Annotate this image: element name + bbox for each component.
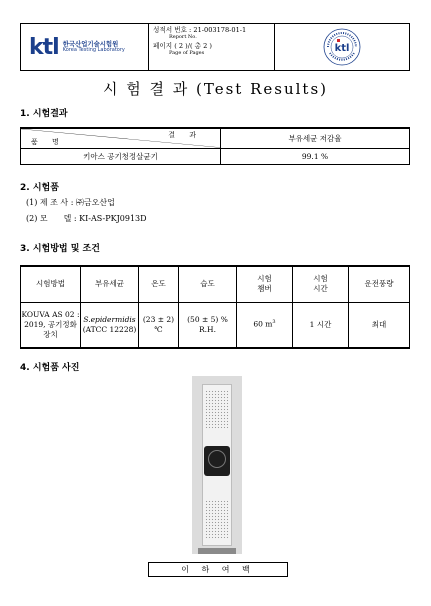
result-value-cell: 99.1 %	[221, 148, 410, 164]
section-4-heading: 4. 시험품 사진	[20, 363, 80, 373]
td-bacteria	[81, 302, 139, 348]
section-2-heading: 2. 시험품	[20, 183, 59, 193]
report-no-value: 21-003178-01-1	[193, 26, 247, 34]
chamber-value: 60 m	[253, 319, 273, 329]
section-1-heading: 1. 시험결과	[20, 109, 68, 119]
bacteria-strain: (ATCC 12228)	[82, 324, 137, 334]
end-of-report-box: 이 하 여 백	[148, 562, 288, 577]
chamber-sup: 3	[272, 319, 276, 326]
sample-maker: (1) 제 조 사 : ㈜금오산업	[26, 198, 115, 207]
ktl-seal	[275, 24, 409, 70]
results-table	[20, 127, 410, 165]
bottom-vent-grille	[205, 500, 229, 538]
unit-base	[198, 548, 236, 554]
th-humidity: 습도	[179, 266, 237, 302]
ktl-logo-mark	[29, 35, 59, 60]
svg-text:ktl: ktl	[334, 43, 350, 54]
seal-icon	[322, 27, 362, 67]
report-info	[149, 24, 275, 70]
td-airflow: 최대	[349, 302, 410, 348]
td-humidity: (50 ± 5) % R.H.	[179, 302, 237, 348]
td-temperature: (23 ± 2) ℃	[139, 302, 179, 348]
th-time: 시험 시간	[293, 266, 349, 302]
page-title: 시 험 결 과 (Test Results)	[103, 80, 328, 98]
product-photo	[192, 376, 242, 554]
report-no-sub: Report No.	[169, 33, 197, 40]
report-no-label: 성적서 번호 :	[153, 26, 192, 34]
org-name-block	[63, 41, 125, 54]
product-name-cell: 키아스 공기청정살균기	[21, 148, 221, 164]
diagonal-header-cell	[21, 128, 221, 148]
td-method: KOUVA AS 02 : 2019, 공기정화장치	[21, 302, 81, 348]
sample-model: (2) 모 델 : KI-AS-PKJ0913D	[26, 214, 147, 223]
org-logo	[21, 24, 149, 70]
bacteria-name: S.epidermidis	[83, 314, 136, 324]
dial-icon	[208, 450, 226, 468]
org-name-ko: 한국산업기술시험원	[62, 39, 119, 48]
page-sub: Page of Pages	[169, 49, 205, 56]
section-3-heading: 3. 시험방법 및 조건	[20, 244, 100, 254]
td-chamber	[237, 302, 293, 348]
th-airflow: 운전풍량	[349, 266, 410, 302]
test-method-table	[20, 265, 410, 349]
top-vent-grille	[205, 390, 229, 428]
header-result-label: 결 과	[168, 131, 202, 139]
th-temperature: 온도	[139, 266, 179, 302]
td-time: 1 시간	[293, 302, 349, 348]
control-panel	[204, 446, 230, 476]
report-header	[20, 23, 410, 71]
th-bacteria: 부유세균	[81, 266, 139, 302]
header-reduction-rate: 부유세균 저감율	[221, 128, 410, 148]
org-name-en: Korea Testing Laboratory	[62, 46, 125, 53]
header-product-label: 품 명	[31, 137, 65, 146]
th-method: 시험방법	[21, 266, 81, 302]
page-label: 페이지 ( 2 )/( 총 2 )	[153, 41, 212, 50]
logo-text: ktl	[29, 34, 59, 60]
th-chamber: 시험 챔버	[237, 266, 293, 302]
